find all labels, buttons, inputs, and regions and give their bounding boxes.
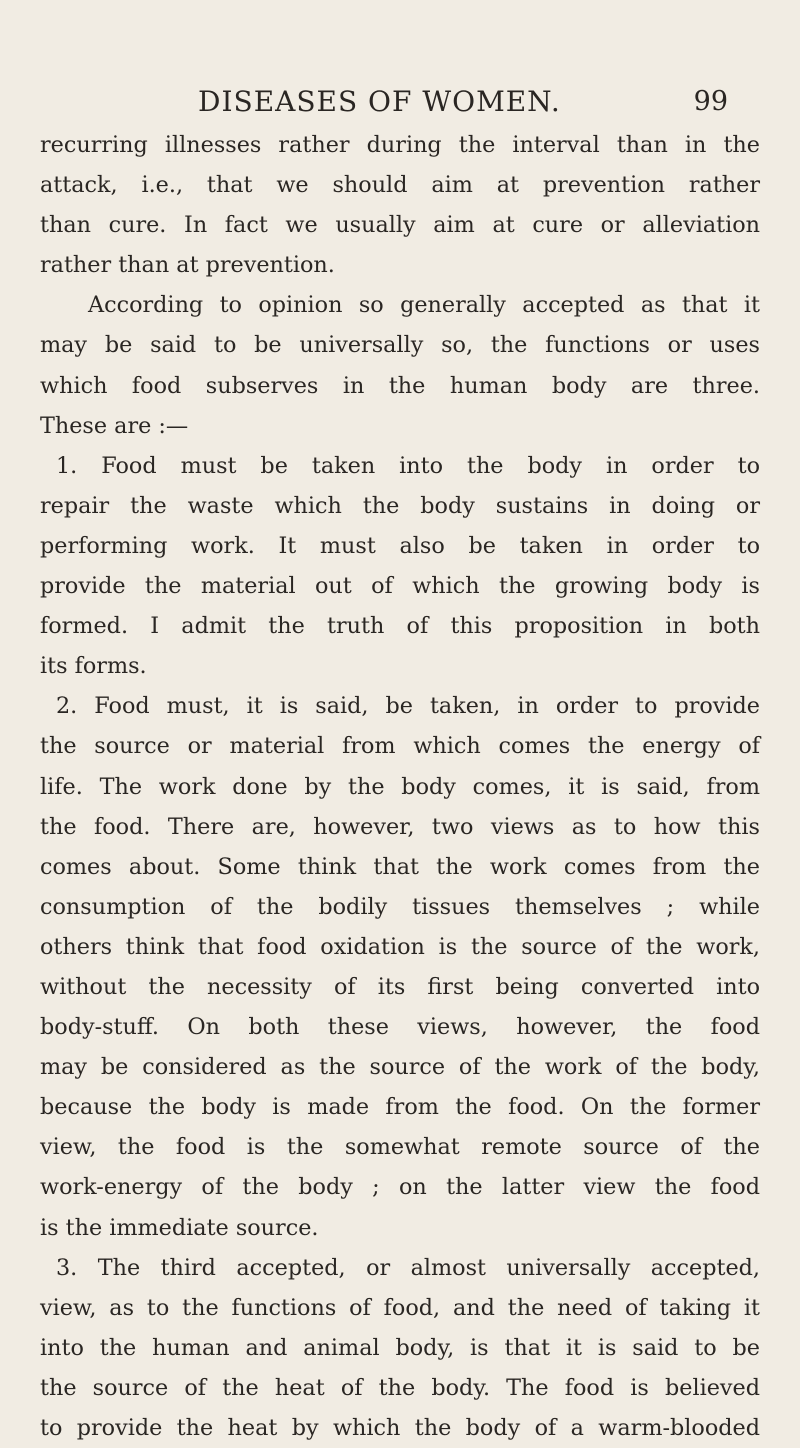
page-header (40, 82, 760, 122)
text-line: life. The work done by the body comes, it is said, from (40, 773, 760, 800)
text-line: its forms. (40, 653, 147, 680)
text-line: to provide the heat by which the body of a warm-blooded (40, 1415, 760, 1441)
text-line: without the necessity of its first being converted into (40, 973, 760, 1000)
text-line: view, the food is the somewhat remote source of the (40, 1134, 760, 1161)
text-line: the source of the heat of the body. The food is believed (40, 1374, 760, 1401)
text-line: 3. The third accepted, or almost universally accepted, (56, 1254, 760, 1281)
text-line: than cure. In fact we usually aim at cure or alleviation (40, 212, 760, 239)
text-line: the source or material from which comes the energy of (40, 733, 760, 760)
text-line: may be said to be universally so, the functions or uses (40, 332, 760, 359)
text-line: which food subserves in the human body are three. (40, 372, 760, 399)
text-line: recurring illnesses rather during the interval than in the (40, 132, 760, 158)
text-line: is the immediate source. (40, 1214, 319, 1241)
text-line: into the human and animal body, is that it is said to be (40, 1334, 760, 1361)
running-title: DISEASES OF WOMEN. (198, 85, 561, 118)
text-line: view, as to the functions of food, and the need of taking it (40, 1294, 760, 1321)
text-line: others think that food oxidation is the source of the work, (40, 933, 760, 960)
text-line: provide the material out of which the growing body is (40, 573, 760, 600)
body-text (40, 125, 760, 1448)
text-line: the food. There are, however, two views as to how this (40, 813, 760, 840)
text-line: 1. Food must be taken into the body in order to (56, 452, 760, 479)
text-line: 2. Food must, it is said, be taken, in order to provide (56, 693, 760, 720)
text-line: work-energy of the body ; on the latter view the food (40, 1174, 760, 1201)
text-line: performing work. It must also be taken in order to (40, 532, 760, 559)
text-line: consumption of the bodily tissues themselves ; while (40, 893, 760, 920)
text-line: because the body is made from the food. On the former (40, 1094, 760, 1121)
text-line: According to opinion so generally accepted as that it (88, 292, 760, 319)
text-line: comes about. Some think that the work comes from the (40, 853, 760, 880)
page-number: 99 (693, 86, 728, 117)
text-line: rather than at prevention. (40, 252, 335, 279)
text-line: repair the waste which the body sustains in doing or (40, 492, 760, 519)
text-line: These are :— (40, 412, 189, 439)
text-line: body-stuff. On both these views, however, the food (40, 1014, 760, 1041)
text-line: attack, i.e., that we should aim at prevention rather (40, 172, 760, 199)
text-line: may be considered as the source of the work of the body, (40, 1054, 760, 1081)
text-line: formed. I admit the truth of this proposition in both (40, 613, 760, 640)
